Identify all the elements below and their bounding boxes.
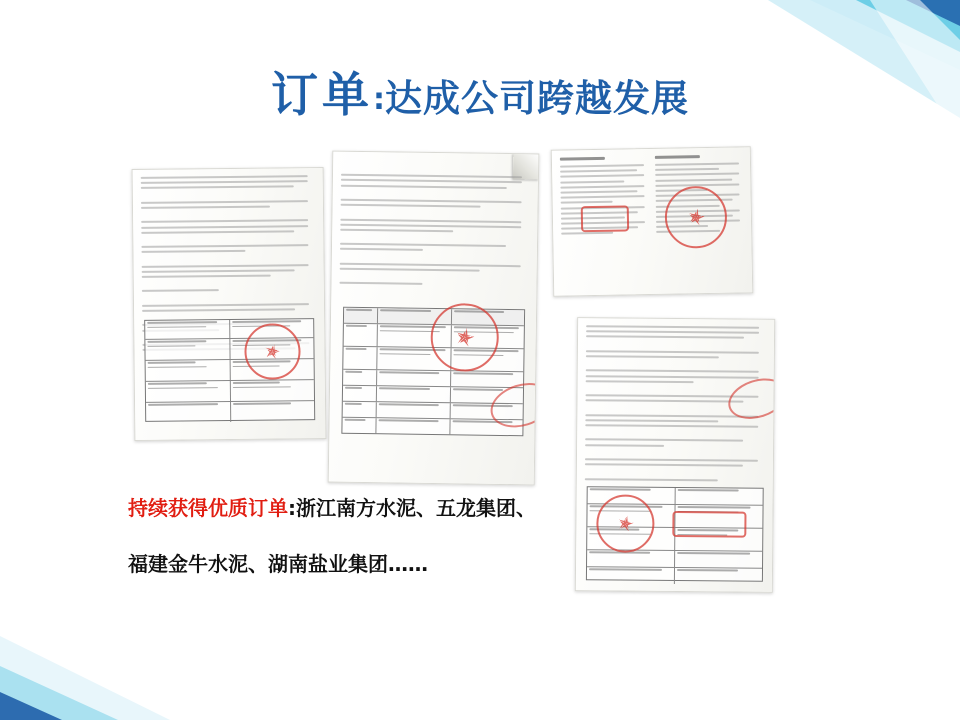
contract-scan-2 — [328, 151, 540, 486]
caption-line-2-text: 福建金牛水泥、湖南盐业集团…… — [128, 552, 428, 576]
page-title — [0, 58, 960, 125]
contract-scan-3 — [551, 146, 754, 296]
decor-bottom-left — [0, 570, 300, 720]
red-square-stamp — [581, 205, 629, 232]
page-title-sub: 达成公司跨越发展 — [385, 77, 689, 120]
caption-highlight: 持续获得优质订单 — [128, 496, 288, 520]
caption-colon: : — [288, 496, 296, 520]
caption-line-2 — [128, 548, 888, 577]
red-seal-stamp — [244, 323, 301, 380]
contract-scan-1 — [132, 167, 327, 441]
page-title-main: 订单 — [271, 68, 373, 123]
caption-line-1 — [128, 492, 888, 521]
caption-line-1-text: 浙江南方水泥、五龙集团、 — [296, 496, 536, 520]
page-title-colon: : — [373, 82, 385, 117]
